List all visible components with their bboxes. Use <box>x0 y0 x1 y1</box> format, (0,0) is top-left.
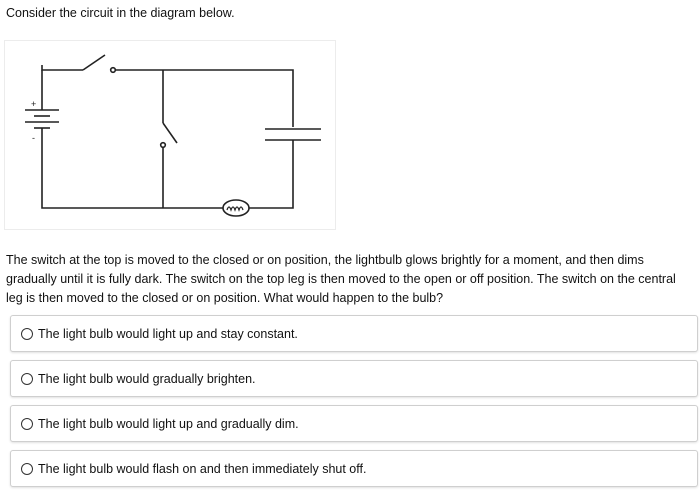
answer-options <box>10 315 698 495</box>
radio-button-icon[interactable] <box>21 463 33 475</box>
circuit-diagram <box>5 41 335 229</box>
answer-option-4[interactable] <box>10 450 698 487</box>
top-wire-left <box>42 65 83 70</box>
top-switch-icon <box>83 55 115 72</box>
right-wire-lower <box>249 140 293 208</box>
center-switch-icon <box>161 123 177 147</box>
circuit-svg <box>5 41 335 229</box>
answer-option-label: The light bulb would light up and stay constant. <box>38 326 298 341</box>
answer-option-label: The light bulb would light up and gradually dim. <box>38 416 299 431</box>
answer-option-3[interactable] <box>10 405 698 442</box>
battery-minus-label: - <box>32 133 35 143</box>
answer-option-label: The light bulb would flash on and then immediately shut off. <box>38 461 367 476</box>
radio-button-icon[interactable] <box>21 328 33 340</box>
prompt-text: Consider the circuit in the diagram below. <box>6 6 235 20</box>
capacitor-icon <box>265 129 321 140</box>
battery-plus-label: + <box>31 99 37 109</box>
answer-option-2[interactable] <box>10 360 698 397</box>
question-text: The switch at the top is moved to the closed or on position, the lightbulb glows brightly for a moment, and then dims gradually until it is fully dark. The switch on the top leg is then moved to the open or off position. The switch on the central leg is then moved to the closed or on position. What would happen to the bulb? <box>6 253 676 305</box>
radio-button-icon[interactable] <box>21 418 33 430</box>
answer-option-1[interactable] <box>10 315 698 352</box>
left-wire-lower <box>42 128 224 208</box>
radio-button-icon[interactable] <box>21 373 33 385</box>
battery-icon <box>25 110 59 128</box>
top-wire-right <box>115 70 293 127</box>
answer-option-label: The light bulb would gradually brighten. <box>38 371 256 386</box>
lightbulb-icon <box>223 200 249 216</box>
